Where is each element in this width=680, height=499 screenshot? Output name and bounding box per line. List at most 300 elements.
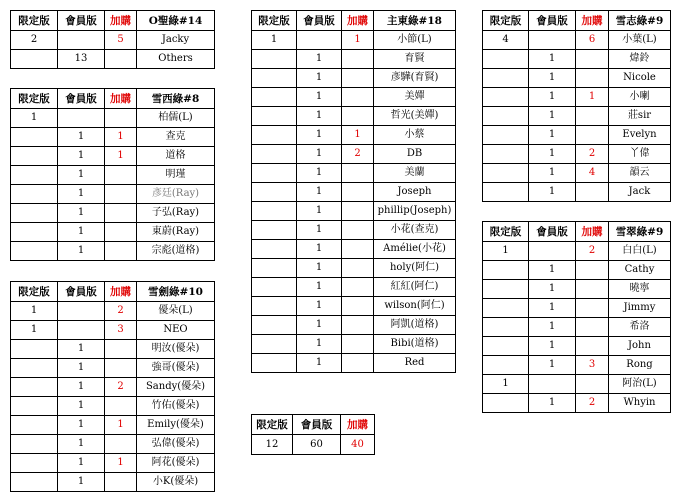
table-row <box>252 297 456 316</box>
member-name: 柏儒(L) <box>137 109 215 128</box>
add-on-count <box>105 185 137 204</box>
member-name: 小K(優朵) <box>137 473 215 492</box>
table-total <box>251 414 375 455</box>
member-name: Joseph <box>374 183 456 202</box>
member-count: 1 <box>297 145 342 164</box>
header-cell: 會員版 <box>58 11 105 31</box>
add-on-count: 1 <box>342 126 374 145</box>
limited-count: 1 <box>483 242 529 261</box>
limited-count <box>11 242 58 261</box>
add-on-count: 2 <box>576 394 609 413</box>
member-count: 1 <box>58 166 105 185</box>
limited-count <box>11 359 58 378</box>
limited-count <box>252 88 297 107</box>
header-row <box>252 415 375 435</box>
table-row <box>11 340 215 359</box>
member-name: 子弘(Ray) <box>137 204 215 223</box>
member-count: 1 <box>297 354 342 373</box>
add-on-count <box>576 337 609 356</box>
member-count <box>58 321 105 340</box>
limited-count: 2 <box>11 31 58 50</box>
limited-count <box>252 126 297 145</box>
table-row <box>11 128 215 147</box>
add-on-count <box>342 183 374 202</box>
member-count: 1 <box>58 397 105 416</box>
member-count: 1 <box>58 473 105 492</box>
member-count: 1 <box>297 278 342 297</box>
table-row <box>11 31 215 50</box>
add-on-count: 1 <box>105 147 137 166</box>
add-on-count: 1 <box>105 128 137 147</box>
add-on-count <box>576 50 609 69</box>
member-name: Others <box>137 50 215 69</box>
table-row <box>252 221 456 240</box>
member-count: 1 <box>529 107 576 126</box>
member-name: Sandy(優朵) <box>137 378 215 397</box>
table-row <box>483 107 671 126</box>
member-count <box>58 109 105 128</box>
add-on-count <box>105 50 137 69</box>
table-row <box>252 69 456 88</box>
add-on-count <box>105 109 137 128</box>
member-count: 1 <box>297 69 342 88</box>
member-count: 1 <box>529 299 576 318</box>
member-count: 1 <box>58 242 105 261</box>
header-add-on: 加購 <box>105 282 137 302</box>
add-on-count <box>105 204 137 223</box>
member-name: Rong <box>609 356 671 375</box>
limited-count <box>252 335 297 354</box>
limited-count: 4 <box>483 31 529 50</box>
member-name: 希洛 <box>609 318 671 337</box>
table-row <box>483 299 671 318</box>
table-row <box>252 435 375 455</box>
member-name: Evelyn <box>609 126 671 145</box>
table-row <box>483 356 671 375</box>
add-on-count: 1 <box>576 88 609 107</box>
add-on-count <box>342 240 374 259</box>
limited-count: 1 <box>252 31 297 50</box>
member-count: 1 <box>297 202 342 221</box>
header-cell: 會員版 <box>297 11 342 31</box>
table-row <box>483 280 671 299</box>
limited-count <box>11 166 58 185</box>
member-count: 1 <box>297 221 342 240</box>
header-row <box>11 282 215 302</box>
member-count: 60 <box>293 435 341 455</box>
member-name: Amélie(小花) <box>374 240 456 259</box>
member-name: Emily(優朵) <box>137 416 215 435</box>
member-name: 彥驊(育賢) <box>374 69 456 88</box>
add-on-count: 2 <box>105 378 137 397</box>
table-xue-cui-lu <box>482 221 671 413</box>
member-count: 1 <box>58 378 105 397</box>
table-row <box>11 223 215 242</box>
table-row <box>483 164 671 183</box>
limited-count <box>483 69 529 88</box>
limited-count: 1 <box>11 302 58 321</box>
member-count: 1 <box>58 204 105 223</box>
add-on-count <box>576 69 609 88</box>
limited-count <box>483 280 529 299</box>
header-row <box>483 11 671 31</box>
header-row <box>11 89 215 109</box>
member-count: 1 <box>297 88 342 107</box>
add-on-count: 3 <box>105 321 137 340</box>
limited-count <box>483 164 529 183</box>
member-name: 小蔡 <box>374 126 456 145</box>
header-cell: 會員版 <box>529 11 576 31</box>
member-count <box>529 375 576 394</box>
table-row <box>483 375 671 394</box>
member-count: 1 <box>529 337 576 356</box>
add-on-count <box>576 280 609 299</box>
table-row <box>11 397 215 416</box>
limited-count <box>483 145 529 164</box>
member-name: 彥廷(Ray) <box>137 185 215 204</box>
member-name: Whyin <box>609 394 671 413</box>
table-row <box>483 50 671 69</box>
header-add-on: 加購 <box>576 222 609 242</box>
member-count: 1 <box>297 259 342 278</box>
member-name: 小喇 <box>609 88 671 107</box>
header-group-name: 雪西綠#8 <box>137 89 215 109</box>
limited-count <box>483 88 529 107</box>
member-name: Cathy <box>609 261 671 280</box>
member-name: NEO <box>137 321 215 340</box>
member-name: 育賢 <box>374 50 456 69</box>
table-row <box>11 185 215 204</box>
member-count: 1 <box>58 416 105 435</box>
member-name: 小節(L) <box>374 31 456 50</box>
add-on-count <box>342 259 374 278</box>
header-cell: 限定版 <box>252 11 297 31</box>
member-count: 1 <box>529 280 576 299</box>
add-on-count: 5 <box>105 31 137 50</box>
table-row <box>11 435 215 454</box>
limited-count <box>11 397 58 416</box>
member-count <box>58 31 105 50</box>
member-count: 1 <box>529 126 576 145</box>
header-cell: 會員版 <box>529 222 576 242</box>
limited-count <box>483 318 529 337</box>
limited-count <box>483 261 529 280</box>
header-cell: 限定版 <box>11 89 58 109</box>
member-count: 1 <box>529 394 576 413</box>
member-count <box>58 302 105 321</box>
member-count: 1 <box>529 261 576 280</box>
member-name: 阿治(L) <box>609 375 671 394</box>
limited-count <box>11 147 58 166</box>
add-on-count: 2 <box>342 145 374 164</box>
member-count: 1 <box>297 107 342 126</box>
add-on-count <box>105 223 137 242</box>
add-on-count <box>576 318 609 337</box>
table-zhu-dong-lu <box>251 10 456 373</box>
add-on-count: 6 <box>576 31 609 50</box>
add-on-count <box>342 297 374 316</box>
header-cell: 會員版 <box>293 415 341 435</box>
add-on-count <box>576 107 609 126</box>
header-add-on: 加購 <box>341 415 375 435</box>
member-name: Jack <box>609 183 671 202</box>
limited-count <box>11 454 58 473</box>
member-name: 明瑾 <box>137 166 215 185</box>
limited-count <box>252 164 297 183</box>
member-count: 1 <box>58 340 105 359</box>
member-name: 韻云 <box>609 164 671 183</box>
member-name: 強哥(優朵) <box>137 359 215 378</box>
limited-count <box>11 378 58 397</box>
member-count <box>529 242 576 261</box>
member-name: 美蘭 <box>374 164 456 183</box>
member-name: wilson(阿仁) <box>374 297 456 316</box>
table-row <box>252 107 456 126</box>
member-name: 查克 <box>137 128 215 147</box>
member-name: 白白(L) <box>609 242 671 261</box>
header-cell: 限定版 <box>483 11 529 31</box>
member-name: 弘偉(優朵) <box>137 435 215 454</box>
member-name: 優朵(L) <box>137 302 215 321</box>
add-on-count <box>105 397 137 416</box>
table-row <box>252 278 456 297</box>
limited-count <box>252 297 297 316</box>
member-count: 1 <box>58 359 105 378</box>
limited-count <box>483 126 529 145</box>
member-name: 東蔚(Ray) <box>137 223 215 242</box>
limited-count <box>483 394 529 413</box>
add-on-count <box>576 299 609 318</box>
header-group-name: 主東綠#18 <box>374 11 456 31</box>
limited-count <box>252 316 297 335</box>
member-count: 1 <box>529 183 576 202</box>
limited-count <box>252 354 297 373</box>
table-row <box>11 166 215 185</box>
member-name: 道格 <box>137 147 215 166</box>
member-name: Bibi(道格) <box>374 335 456 354</box>
limited-count <box>252 221 297 240</box>
limited-count <box>11 50 58 69</box>
limited-count <box>252 107 297 126</box>
header-row <box>483 222 671 242</box>
table-o-sheng-lu <box>10 10 215 69</box>
member-count: 1 <box>297 50 342 69</box>
limited-count <box>483 107 529 126</box>
member-name: 莊sir <box>609 107 671 126</box>
table-row <box>11 378 215 397</box>
member-count <box>529 31 576 50</box>
limited-count <box>11 185 58 204</box>
limited-count <box>252 50 297 69</box>
add-on-count <box>342 88 374 107</box>
limited-count <box>11 128 58 147</box>
add-on-count: 2 <box>105 302 137 321</box>
table-row <box>483 318 671 337</box>
member-count: 1 <box>58 454 105 473</box>
add-on-count: 3 <box>576 356 609 375</box>
member-name: 阿凱(道格) <box>374 316 456 335</box>
limited-count <box>252 183 297 202</box>
member-count: 1 <box>529 318 576 337</box>
member-count: 1 <box>297 164 342 183</box>
add-on-count <box>105 166 137 185</box>
header-row <box>252 11 456 31</box>
member-name: 哲光(美嬋) <box>374 107 456 126</box>
table-row <box>483 394 671 413</box>
member-count: 1 <box>297 240 342 259</box>
header-group-name: 雪志綠#9 <box>609 11 671 31</box>
member-name: John <box>609 337 671 356</box>
table-xue-jian-lu <box>10 281 215 492</box>
member-count <box>297 31 342 50</box>
add-on-count: 1 <box>105 416 137 435</box>
table-row <box>483 337 671 356</box>
member-name: 小花(查克) <box>374 221 456 240</box>
limited-count <box>483 337 529 356</box>
limited-count <box>252 69 297 88</box>
add-on-count: 2 <box>576 145 609 164</box>
table-row <box>483 183 671 202</box>
table-row <box>252 202 456 221</box>
header-cell: 限定版 <box>483 222 529 242</box>
member-count: 1 <box>58 185 105 204</box>
member-name: phillip(Joseph) <box>374 202 456 221</box>
table-row <box>252 354 456 373</box>
table-row <box>11 359 215 378</box>
add-on-count <box>105 242 137 261</box>
limited-count: 1 <box>483 375 529 394</box>
limited-count <box>483 356 529 375</box>
table-row <box>11 302 215 321</box>
limited-count <box>11 340 58 359</box>
add-on-count <box>105 435 137 454</box>
limited-count <box>11 223 58 242</box>
add-on-count <box>342 335 374 354</box>
add-on-count <box>342 107 374 126</box>
member-name: 明汝(優朵) <box>137 340 215 359</box>
header-group-name: O聖綠#14 <box>137 11 215 31</box>
table-row <box>483 126 671 145</box>
limited-count <box>252 259 297 278</box>
table-row <box>252 88 456 107</box>
header-cell: 會員版 <box>58 282 105 302</box>
add-on-count <box>342 278 374 297</box>
member-name: 阿花(優朵) <box>137 454 215 473</box>
member-count: 1 <box>297 183 342 202</box>
add-on-count <box>576 126 609 145</box>
add-on-count: 1 <box>105 454 137 473</box>
member-count: 1 <box>58 435 105 454</box>
table-row <box>252 240 456 259</box>
table-row <box>11 473 215 492</box>
member-count: 1 <box>529 164 576 183</box>
limited-count <box>252 240 297 259</box>
table-row <box>483 69 671 88</box>
table-xue-xi-lu <box>10 88 215 261</box>
add-on-count <box>342 354 374 373</box>
member-count: 1 <box>58 223 105 242</box>
table-row <box>11 416 215 435</box>
header-add-on: 加購 <box>576 11 609 31</box>
member-name: Nicole <box>609 69 671 88</box>
member-name: 丫偉 <box>609 145 671 164</box>
add-on-count <box>342 221 374 240</box>
add-on-count <box>342 164 374 183</box>
add-on-count <box>576 261 609 280</box>
table-row <box>483 31 671 50</box>
header-add-on: 加購 <box>342 11 374 31</box>
header-cell: 限定版 <box>11 11 58 31</box>
member-name: Jimmy <box>609 299 671 318</box>
add-on-count <box>342 316 374 335</box>
table-row <box>11 242 215 261</box>
limited-count <box>483 299 529 318</box>
limited-count <box>252 202 297 221</box>
member-count: 1 <box>58 128 105 147</box>
table-row <box>11 109 215 128</box>
table-row <box>252 335 456 354</box>
header-group-name: 雪劍綠#10 <box>137 282 215 302</box>
member-count: 1 <box>529 356 576 375</box>
add-on-count <box>105 359 137 378</box>
table-row <box>252 259 456 278</box>
limited-count <box>483 50 529 69</box>
member-name: 美嬋 <box>374 88 456 107</box>
table-row <box>252 31 456 50</box>
member-count: 1 <box>58 147 105 166</box>
limited-count: 1 <box>11 109 58 128</box>
header-cell: 限定版 <box>252 415 293 435</box>
member-name: DB <box>374 145 456 164</box>
member-count: 1 <box>529 69 576 88</box>
table-xue-zhi-lu <box>482 10 671 202</box>
add-on-count: 40 <box>341 435 375 455</box>
header-cell: 限定版 <box>11 282 58 302</box>
limited-count: 12 <box>252 435 293 455</box>
limited-count <box>483 183 529 202</box>
add-on-count: 4 <box>576 164 609 183</box>
limited-count: 1 <box>11 321 58 340</box>
header-group-name: 雪翠綠#9 <box>609 222 671 242</box>
limited-count <box>252 145 297 164</box>
member-count: 1 <box>297 297 342 316</box>
table-row <box>11 50 215 69</box>
limited-count <box>252 278 297 297</box>
add-on-count <box>342 202 374 221</box>
limited-count <box>11 435 58 454</box>
table-row <box>252 50 456 69</box>
member-name: holy(阿仁) <box>374 259 456 278</box>
member-count: 13 <box>58 50 105 69</box>
add-on-count <box>342 69 374 88</box>
member-name: 曉寧 <box>609 280 671 299</box>
member-count: 1 <box>297 126 342 145</box>
member-name: 紅紅(阿仁) <box>374 278 456 297</box>
table-row <box>252 145 456 164</box>
add-on-count <box>576 183 609 202</box>
member-name: 竹佑(優朵) <box>137 397 215 416</box>
add-on-count: 2 <box>576 242 609 261</box>
header-cell: 會員版 <box>58 89 105 109</box>
table-row <box>11 454 215 473</box>
table-row <box>252 316 456 335</box>
member-name: Red <box>374 354 456 373</box>
add-on-count <box>105 473 137 492</box>
member-count: 1 <box>529 145 576 164</box>
member-name: 小葉(L) <box>609 31 671 50</box>
header-add-on: 加購 <box>105 89 137 109</box>
member-count: 1 <box>297 335 342 354</box>
